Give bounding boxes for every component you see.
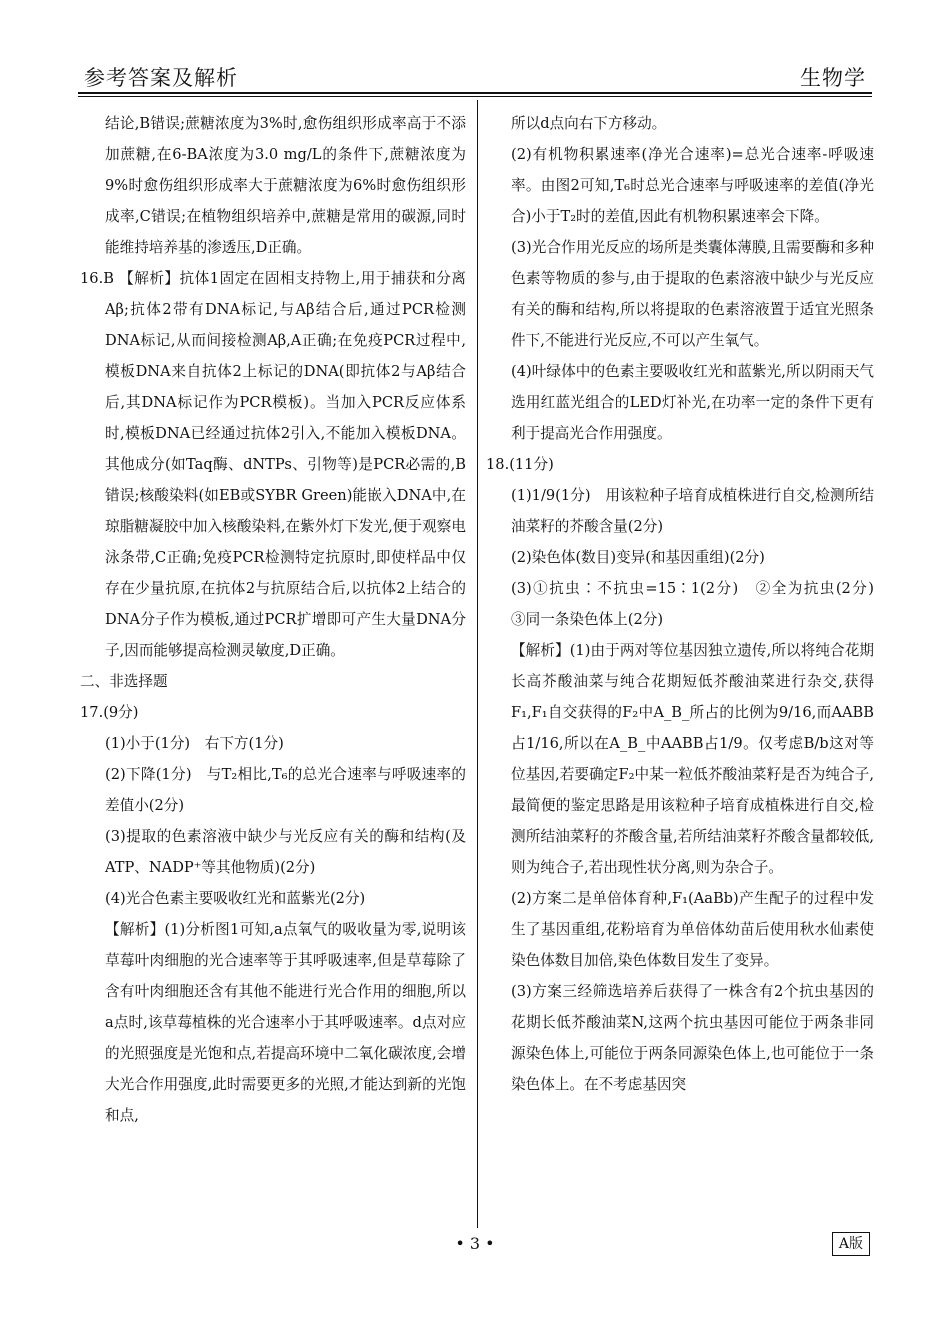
paragraph: 【解析】(1)由于两对等位基因独立遗传,所以将纯合花期长高芥酸油菜与纯合花期短低芥酸油菜进行杂交,获得F₁,F₁自交获得的F₂中A_B_所占的比例为9/16,而AABB占1/16,所以在A_B_中AABB占1/9。仅考虑B/b这对等位基因,若要确定F₂中某一粒低芥酸油菜籽是否为纯合子,最简便的鉴定思路是用该粒种子培育成植株进行自交,检测所结油菜籽的芥酸含量,若所结油菜籽芥酸含量都较低,则为纯合子,若出现性状分离,则为杂合子。: [511, 642, 874, 876]
paragraph: (1)1/9(1分) 用该粒种子培育成植株进行自交,检测所结油菜籽的芥酸含量(2分): [511, 487, 874, 535]
paragraph: 【解析】(1)分析图1可知,a点氧气的吸收量为零,说明该草莓叶肉细胞的光合速率等于其呼吸速率,但是草莓除了含有叶肉细胞还含有其他不能进行光合作用的细胞,所以a点时,该草莓植株的光合速率小于其呼吸速率。d点对应的光照强度是光饱和点,若提高环境中二氧化碳浓度,会增大光合作用强度,此时需要更多的光照,才能达到新的光饱和点,: [105, 921, 466, 1124]
paragraph: (3)提取的色素溶液中缺少与光反应有关的酶和结构(及ATP、NADP⁺等其他物质)(2分): [105, 828, 466, 876]
header-rule-thick: [78, 92, 872, 94]
paragraph: (2)染色体(数目)变异(和基因重组)(2分): [511, 549, 765, 566]
left-column: [80, 108, 466, 1131]
paragraph: (1)小于(1分) 右下方(1分): [105, 735, 284, 752]
paragraph: (4)叶绿体中的色素主要吸收红光和蓝紫光,所以阴雨天气选用红蓝光组合的LED灯补光,在功率一定的条件下更有利于提高光合作用强度。: [511, 363, 874, 442]
header-right-title: 生物学: [800, 66, 866, 90]
paragraph: 16.B 【解析】抗体1固定在固相支持物上,用于捕获和分离Aβ;抗体2带有DNA标记,与Aβ结合后,通过PCR检测DNA标记,从而间接检测Aβ,A正确;在免疫PCR过程中,模板DNA来自抗体2上标记的DNA(即抗体2与Aβ结合后,其DNA标记作为PCR模板)。当加入PCR反应体系时,模板DNA已经通过抗体2引入,不能加入模板DNA。其他成分(如Taq酶、dNTPs、引物等)是PCR必需的,B错误;核酸染料(如EB或SYBR Green)能嵌入DNA中,在琼脂糖凝胶中加入核酸染料,在紫外灯下发光,便于观察电泳条带,C正确;免疫PCR检测特定抗原时,即使样品中仅存在少量抗原,在抗体2与抗原结合后,以抗体2上结合的DNA分子作为模板,通过PCR扩增即可产生大量DNA分子,因而能够提高检测灵敏度,D正确。: [80, 270, 466, 659]
paragraph: 所以d点向右下方移动。: [511, 115, 667, 132]
paragraph: (3)光合作用光反应的场所是类囊体薄膜,且需要酶和多种色素等物质的参与,由于提取的色素溶液中缺少与光反应有关的酶和结构,所以将提取的色素溶液置于适宜光照条件下,不能进行光反应,不可以产生氧气。: [511, 239, 874, 349]
paragraph: 18.(11分): [486, 456, 554, 473]
header-left-title: 参考答案及解析: [84, 66, 238, 90]
paragraph: (2)方案二是单倍体育种,F₁(AaBb)产生配子的过程中发生了基因重组,花粉培育为单倍体幼苗后使用秋水仙素使染色体数目加倍,染色体数目发生了变异。: [511, 890, 874, 969]
page-number: • 3 •: [455, 1234, 495, 1253]
paragraph: (3)方案三经筛选培养后获得了一株含有2个抗虫基因的花期长低芥酸油菜N,这两个抗虫基因可能位于两条非同源染色体上,可能位于两条同源染色体上,也可能位于一条染色体上。在不考虑基因突: [511, 983, 874, 1093]
paragraph: 结论,B错误;蔗糖浓度为3%时,愈伤组织形成率高于不添加蔗糖,在6-BA浓度为3.0 mg/L的条件下,蔗糖浓度为9%时愈伤组织形成率大于蔗糖浓度为6%时愈伤组织形成率,C错误;在植物组织培养中,蔗糖是常用的碳源,同时能维持培养基的渗透压,D正确。: [105, 115, 466, 256]
page-header: [78, 58, 872, 94]
paragraph: 二、非选择题: [80, 673, 168, 690]
paragraph: (3)①抗虫∶不抗虫=15∶1(2分) ②全为抗虫(2分) ③同一条染色体上(2分): [511, 580, 889, 628]
paragraph: (2)有机物积累速率(净光合速率)=总光合速率-呼吸速率。由图2可知,T₆时总光合速率与呼吸速率的差值(净光合)小于T₂时的差值,因此有机物积累速率会下降。: [511, 146, 874, 225]
right-column: [486, 108, 889, 1100]
column-divider: [477, 100, 478, 1228]
header-rule-thin: [78, 96, 872, 97]
edition-badge: A版: [832, 1232, 870, 1256]
paragraph: (4)光合色素主要吸收红光和蓝紫光(2分): [105, 890, 366, 907]
paragraph: 17.(9分): [80, 704, 139, 721]
paragraph: (2)下降(1分) 与T₂相比,T₆的总光合速率与呼吸速率的差值小(2分): [105, 766, 466, 814]
